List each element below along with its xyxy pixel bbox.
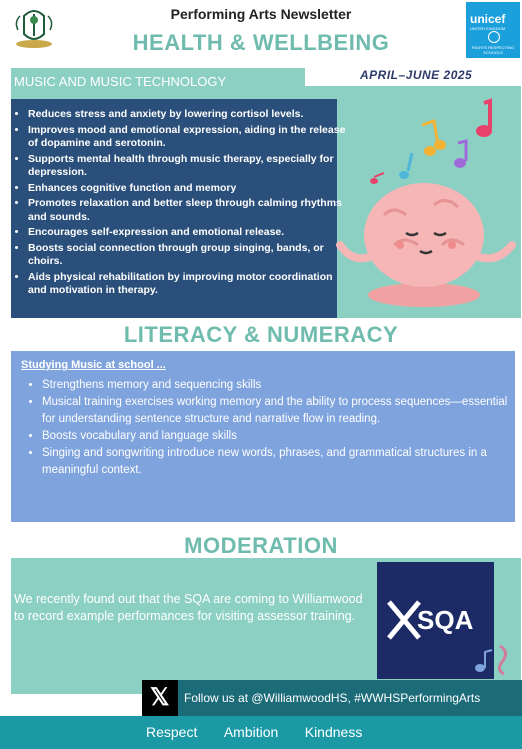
literacy-list — [28, 377, 512, 479]
unicef-country: UNITED KINGDOM — [470, 26, 506, 31]
school-values — [146, 724, 384, 742]
footer-bar — [0, 716, 522, 749]
list-item: • Strengthens memory and sequencing skills — [42, 377, 512, 394]
music-clef-icon — [470, 642, 518, 678]
list-item: • Musical training exercises working memory and the ability to process sequences—essential for understanding sentence structure and narrative flow in reading. — [42, 394, 512, 428]
follow-text[interactable]: Follow us at @WilliamwoodHS, #WWHSPerformingArts — [184, 691, 481, 705]
date-range: APRIL–JUNE 2025 — [360, 68, 473, 82]
x-logo-icon[interactable]: 𝕏 — [142, 680, 178, 716]
list-item: • Boosts vocabulary and language skills — [42, 428, 512, 445]
list-item: • Supports mental health through music therapy, especially for depression. — [28, 153, 348, 180]
moderation-heading: MODERATION — [184, 533, 338, 558]
literacy-heading: LITERACY & NUMERACY — [123, 322, 399, 347]
list-item: • Encourages self-expression and emotional release. — [28, 226, 348, 240]
list-item: • Enhances cognitive function and memory — [28, 182, 348, 196]
literacy-subtitle: Studying Music at school ... — [21, 359, 166, 371]
wellbeing-section-title: MUSIC AND MUSIC TECHNOLOGY — [14, 74, 227, 89]
wellbeing-list — [14, 108, 348, 300]
list-item: • Promotes relaxation and better sleep through calming rhythms and sounds. — [28, 197, 348, 224]
value-kindness: Kindness — [304, 724, 363, 740]
sqa-cross-icon — [387, 598, 421, 642]
unicef-badge-text: RIGHTS RESPECTING SCHOOLS — [471, 45, 515, 55]
unicef-wordmark: unicef — [470, 12, 506, 26]
moderation-text: We recently found out that the SQA are coming to Williamwood to record example performances for visiting assessor training. — [14, 592, 363, 623]
list-item: • Boosts social connection through group singing, bands, or choirs. — [28, 242, 348, 269]
list-item: • Improves mood and emotional expression, aiding in the release of dopamine and serotonin. — [28, 124, 348, 151]
value-respect: Respect — [146, 724, 198, 740]
rights-respecting-icon — [488, 31, 500, 43]
list-item: • Singing and songwriting introduce new words, phrases, and grammatical structures in a meaningful context. — [42, 445, 512, 479]
newsletter-kicker: Performing Arts Newsletter — [170, 6, 352, 22]
brain-character — [340, 183, 512, 307]
list-item: • Aids physical rehabilitation by improving motor coordination and motivation in therapy. — [28, 271, 348, 298]
page-title: HEALTH & WELLBEING — [132, 30, 390, 55]
music-notes-icon — [370, 101, 492, 184]
value-ambition: Ambition — [223, 724, 279, 740]
sqa-wordmark: SQA — [417, 605, 474, 635]
meditating-brain-illustration — [334, 95, 522, 317]
unicef-logo — [466, 2, 520, 58]
list-item: • Reduces stress and anxiety by lowering cortisol levels. — [28, 108, 348, 122]
